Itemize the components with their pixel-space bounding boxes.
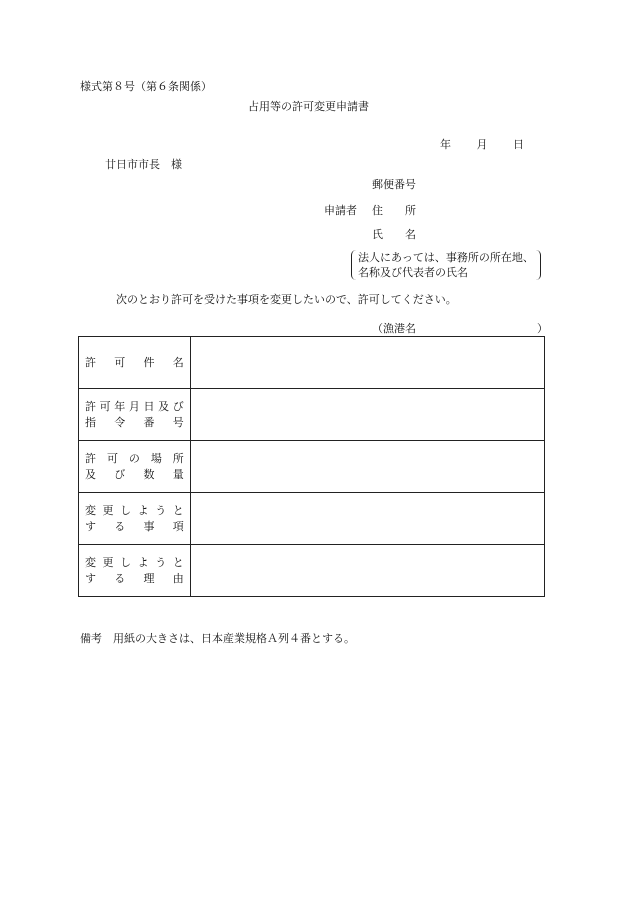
row-label (79, 545, 191, 597)
row-label (79, 389, 191, 441)
request-text: 次のとおり許可を受けた事項を変更したいので、許可してください。 (116, 293, 457, 306)
row-label (79, 493, 191, 545)
row-label (79, 337, 191, 389)
row-label (79, 441, 191, 493)
postal-code-label: 郵便番号 (372, 178, 416, 191)
row-label-line: 変更しようと (85, 503, 184, 517)
date-line (440, 138, 546, 152)
document-title: 占用等の許可変更申請書 (248, 100, 369, 113)
fishing-port-label: （漁港名 ） (372, 322, 548, 335)
row-label-line: 許 可 件 名 (85, 355, 184, 369)
table-row (79, 441, 545, 493)
corporate-note: 法人にあっては、事務所の所在地、名称及び代表者の氏名 (351, 250, 541, 280)
row-value-field[interactable] (190, 389, 544, 441)
date-day-label: 日 (513, 138, 524, 151)
row-label-line: 及 び 数 量 (85, 467, 184, 481)
row-value-field[interactable] (190, 441, 544, 493)
table-row (79, 493, 545, 545)
table-row (79, 337, 545, 389)
row-label-line: 変更しようと (85, 555, 184, 569)
application-table (78, 336, 545, 597)
row-label-line: 指 令 番 号 (85, 415, 184, 429)
row-value-field[interactable] (190, 493, 544, 545)
row-label-line: す る 事 項 (85, 519, 184, 533)
addressee: 廿日市市長 様 (105, 158, 182, 171)
address-label: 住 所 (372, 204, 416, 217)
form-number: 様式第８号（第６条関係） (80, 80, 212, 93)
applicant-label: 申請者 (324, 204, 357, 217)
row-label-line: 許可年月日及び (85, 399, 184, 413)
remark: 備考 用紙の大きさは、日本産業規格Ａ列４番とする。 (80, 632, 355, 645)
row-value-field[interactable] (190, 337, 544, 389)
row-value-field[interactable] (190, 545, 544, 597)
date-year-label: 年 (440, 138, 451, 151)
date-month-label: 月 (476, 138, 488, 151)
row-label-line: 許 可 の 場 所 (85, 451, 184, 465)
row-label-line: す る 理 由 (85, 571, 184, 585)
name-label: 氏 名 (372, 228, 416, 241)
table-row (79, 389, 545, 441)
table-row (79, 545, 545, 597)
